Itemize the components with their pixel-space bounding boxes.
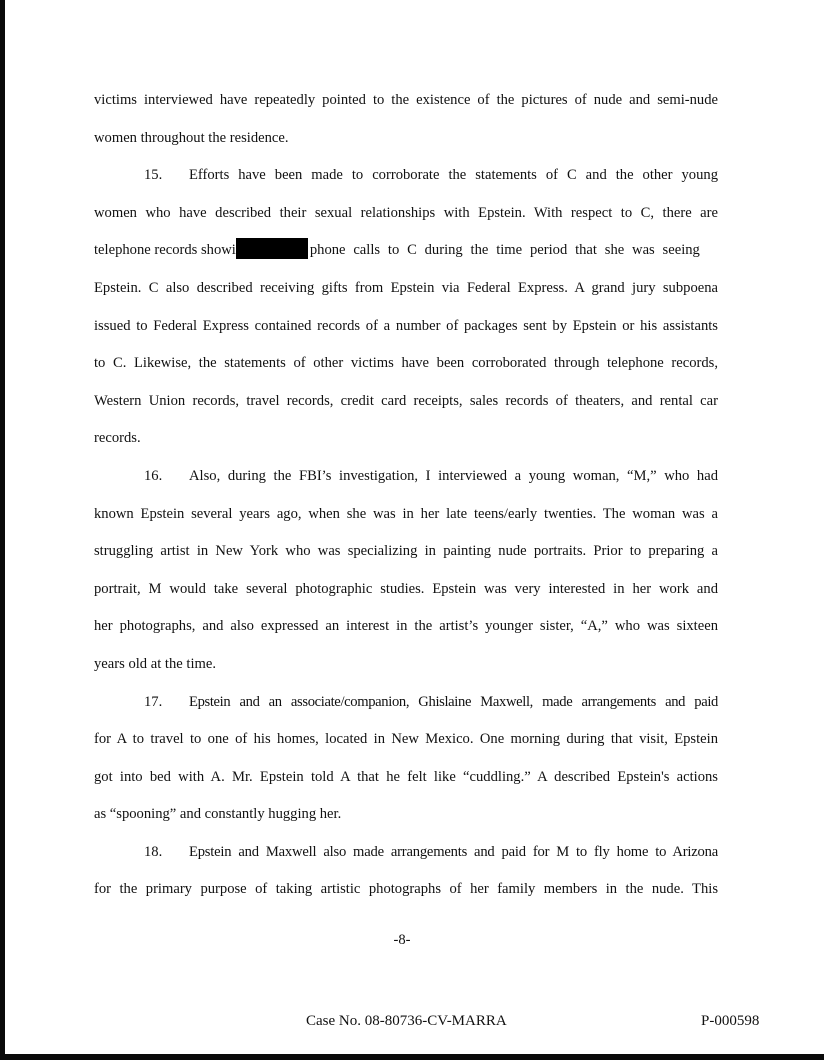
text-line: years old at the time. <box>94 655 216 672</box>
text-line: issued to Federal Express contained records of a number of packages sent by Epstein or his assistants <box>94 317 718 334</box>
page-number: -8- <box>393 932 411 948</box>
paragraph-16-first-line <box>94 458 718 496</box>
text-line: Western Union records, travel records, credit card receipts, sales records of theaters, and rental car <box>94 392 718 409</box>
text-line: women who have described their sexual relationships with Epstein. With respect to C, there are <box>94 204 718 221</box>
text-line: Epstein and an associate/companion, Ghislaine Maxwell, made arrangements and paid <box>189 693 718 710</box>
case-number: Case No. 08-80736-CV-MARRA <box>306 1013 507 1029</box>
paragraph-number: 17. <box>144 693 163 710</box>
paragraph-17-first-line <box>94 684 718 722</box>
text-line: her photographs, and also expressed an interest in the artist’s younger sister, “A,” who was sixteen <box>94 618 718 635</box>
text-line: struggling artist in New York who was specializing in painting nude portraits. Prior to preparing a <box>94 543 718 560</box>
text-line: victims interviewed have repeatedly pointed to the existence of the pictures of nude and semi-nude <box>94 92 718 108</box>
text-line-with-redaction <box>94 232 718 270</box>
text-line: for the primary purpose of taking artistic photographs of her family members in the nude. This <box>94 881 718 898</box>
document-body <box>94 82 718 909</box>
redaction-box <box>236 238 308 259</box>
text-line: for A to travel to one of his homes, located in New Mexico. One morning during that visit, Epstein <box>94 731 718 748</box>
text-line: phone calls to C during the time period that she was seeing <box>309 242 700 259</box>
paragraph-number: 15. <box>144 167 163 184</box>
text-line: got into bed with A. Mr. Epstein told A that he felt like “cuddling.” A described Epstein's actions <box>94 768 718 785</box>
text-line: Efforts have been made to corroborate the statements of C and the other young <box>189 167 718 184</box>
text-line: Epstein. C also described receiving gifts from Epstein via Federal Express. A grand jury subpoena <box>94 279 718 296</box>
bates-number: P-000598 <box>701 1013 760 1029</box>
paragraph-18-first-line <box>94 834 718 872</box>
text-line: women throughout the residence. <box>94 129 289 146</box>
text-line: telephone records showi <box>94 242 236 259</box>
text-line: Epstein and Maxwell also made arrangements and paid for M to fly home to Arizona <box>189 843 718 860</box>
paragraph-15-first-line <box>94 157 718 195</box>
text-line: portrait, M would take several photographic studies. Epstein was very interested in her work and <box>94 580 718 597</box>
text-line: records. <box>94 430 141 447</box>
scan-edge-bottom <box>0 1054 824 1060</box>
paragraph-number: 18. <box>144 843 163 860</box>
text-line: as “spooning” and constantly hugging her. <box>94 806 342 823</box>
paragraph-number: 16. <box>144 467 163 484</box>
text-line: to C. Likewise, the statements of other victims have been corroborated through telephone records, <box>94 355 718 372</box>
scan-edge-left <box>0 0 5 1060</box>
text-line: known Epstein several years ago, when she was in her late teens/early twenties. The woman was a <box>94 505 718 522</box>
text-line: Also, during the FBI’s investigation, I interviewed a young woman, “M,” who had <box>189 467 718 484</box>
